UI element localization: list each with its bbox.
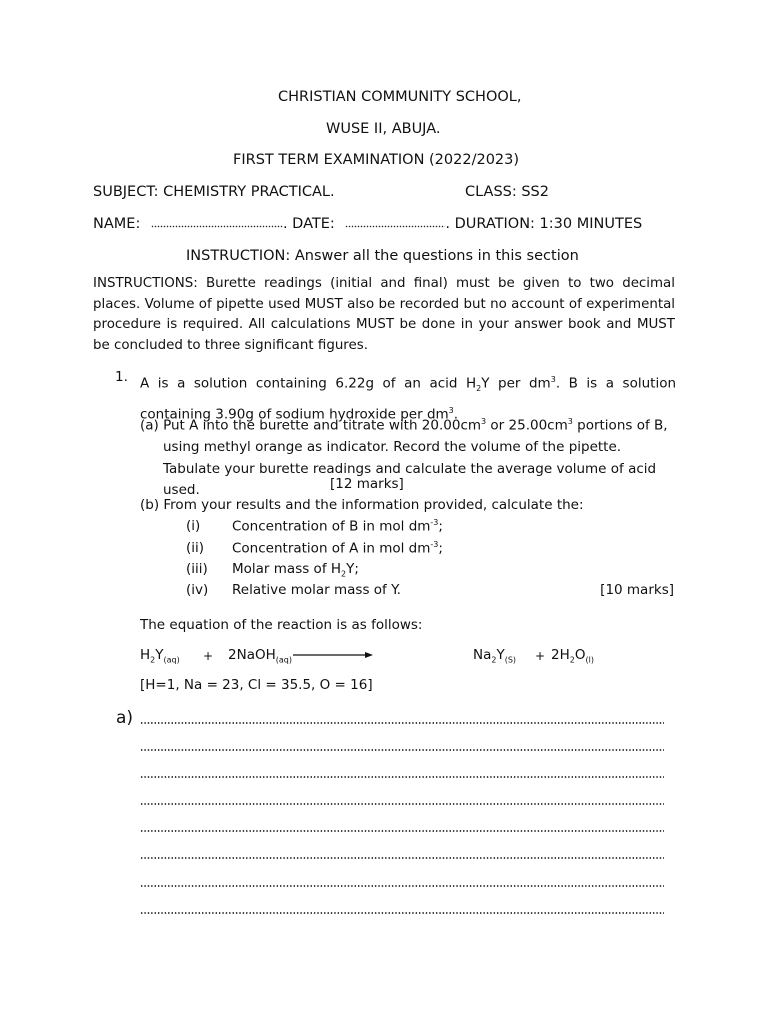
reaction-arrow-icon <box>293 651 373 659</box>
reactant-base: 2NaOH$_{(aq)}$ <box>228 647 292 665</box>
part-a-continuation: using methyl orange as indicator. Record the volume of the pipette. Tabulate your burette readings and calculate the average volume of acid used. <box>163 439 657 498</box>
answer-line <box>140 911 664 915</box>
answer-line <box>140 721 664 725</box>
date-blank <box>345 225 445 228</box>
exam-page: CHRISTIAN COMMUNITY SCHOOL, WUSE II, ABUJA. FIRST TERM EXAMINATION (2022/2023) SUBJECT: CHEMISTRY PRACTICAL. CLASS: SS2 NAME: . DATE: . DURATION: 1:30 MINUTES INSTRUCTION: Answer all the questions in this section INSTRUCTIONS: Burette readings (initial and final) must be given to two decimal places. Volume of pipette used MUST also be recorded but no account of experimental procedure is required. All calculations MUST be done in your answer book and MUST be concluded to three significant figures. 1. A is a solution containing 6.22g of an acid $H_2Y$ per $dm^3$. B is a solution containing 3.90g of sodium hydroxide per $dm^3$. (a) Put A into the burette and titrate with $20.00cm^3$ or $25.00cm^3$ portions of B, using methyl orange as indicator. Record the volume of the pipette. Tabulate your burette readings and calculate the average volume of acid used. [12 marks] (b) From your results and the information provided, calculate the: (i) Concentration of B in mol $dm^{-3}$; (ii) Concentration of A in mol $dm^{-3}$; (iii) Molar mass of $H_2Y$; (iv) Relative molar mass of Y. [10 marks] The equation of the reaction is as follows: $H_2Y_{(aq)}$ + 2NaOH$_{(aq)}$ $Na_2Y_{(S)}$ + $2H_2O_{(l)}$ [H=1, Na = 23, Cl = 35.5, O = 16] a) <box>0 0 768 1024</box>
question-part-b-intro: (b) From your results and the information provided, calculate the: <box>140 497 584 513</box>
exam-title: FIRST TERM EXAMINATION (2022/2023) <box>233 152 520 168</box>
instruction-heading: INSTRUCTION: Answer all the questions in this section <box>186 248 579 264</box>
equation-label: The equation of the reaction is as follows: <box>140 617 423 633</box>
atomic-masses: [H=1, Na = 23, Cl = 35.5, O = 16] <box>140 677 373 693</box>
school-name: CHRISTIAN COMMUNITY SCHOOL, <box>278 89 522 105</box>
plus-sign: + <box>203 649 214 663</box>
name-date-duration-row <box>93 216 642 232</box>
instructions-paragraph: INSTRUCTIONS: Burette readings (initial and final) must be given to two decimal places. Volume of pipette used MUST also be recorded but no account of experimental procedure is required. All calculations MUST be done in your answer book and MUST be concluded to three significant figures. <box>93 276 675 354</box>
part-a-marks: [12 marks] <box>330 476 404 492</box>
question-number: 1. <box>115 369 128 385</box>
question-stem: A is a solution containing 6.22g of an acid $H_2Y$ per $dm^3$. B is a solution containing 3.90g of sodium hydroxide per $dm^3$. <box>140 375 677 423</box>
name-blank <box>151 225 283 228</box>
answer-label: a) <box>116 708 134 728</box>
answer-line <box>140 802 664 806</box>
answer-line <box>140 884 664 888</box>
question-part-a: (a) Put A into the burette and titrate with $20.00cm^3$ or $25.00cm^3$ portions of B, using methyl orange as indicator. Record the volume of the pipette. Tabulate your burette readings and calculate the average volume of acid used. <box>140 411 676 502</box>
answer-line <box>140 748 664 752</box>
subject-label: SUBJECT: CHEMISTRY PRACTICAL. <box>93 184 335 200</box>
part-b-marks: [10 marks] <box>600 582 674 598</box>
name-label: NAME: <box>93 216 141 232</box>
answer-line <box>140 856 664 860</box>
product-salt: $Na_2Y_{(S)}$ <box>473 647 517 665</box>
product-water: $2H_2O_{(l)}$ <box>551 647 594 665</box>
date-label: . DATE: <box>282 216 335 232</box>
answer-line <box>140 829 664 833</box>
reactant-acid: $H_2Y_{(aq)}$ <box>140 647 180 665</box>
school-location: WUSE II, ABUJA. <box>326 121 441 137</box>
class-label: CLASS: SS2 <box>465 184 549 200</box>
duration-label: . DURATION: 1:30 MINUTES <box>445 216 643 232</box>
plus-sign: + <box>535 649 546 663</box>
answer-line <box>140 775 664 779</box>
